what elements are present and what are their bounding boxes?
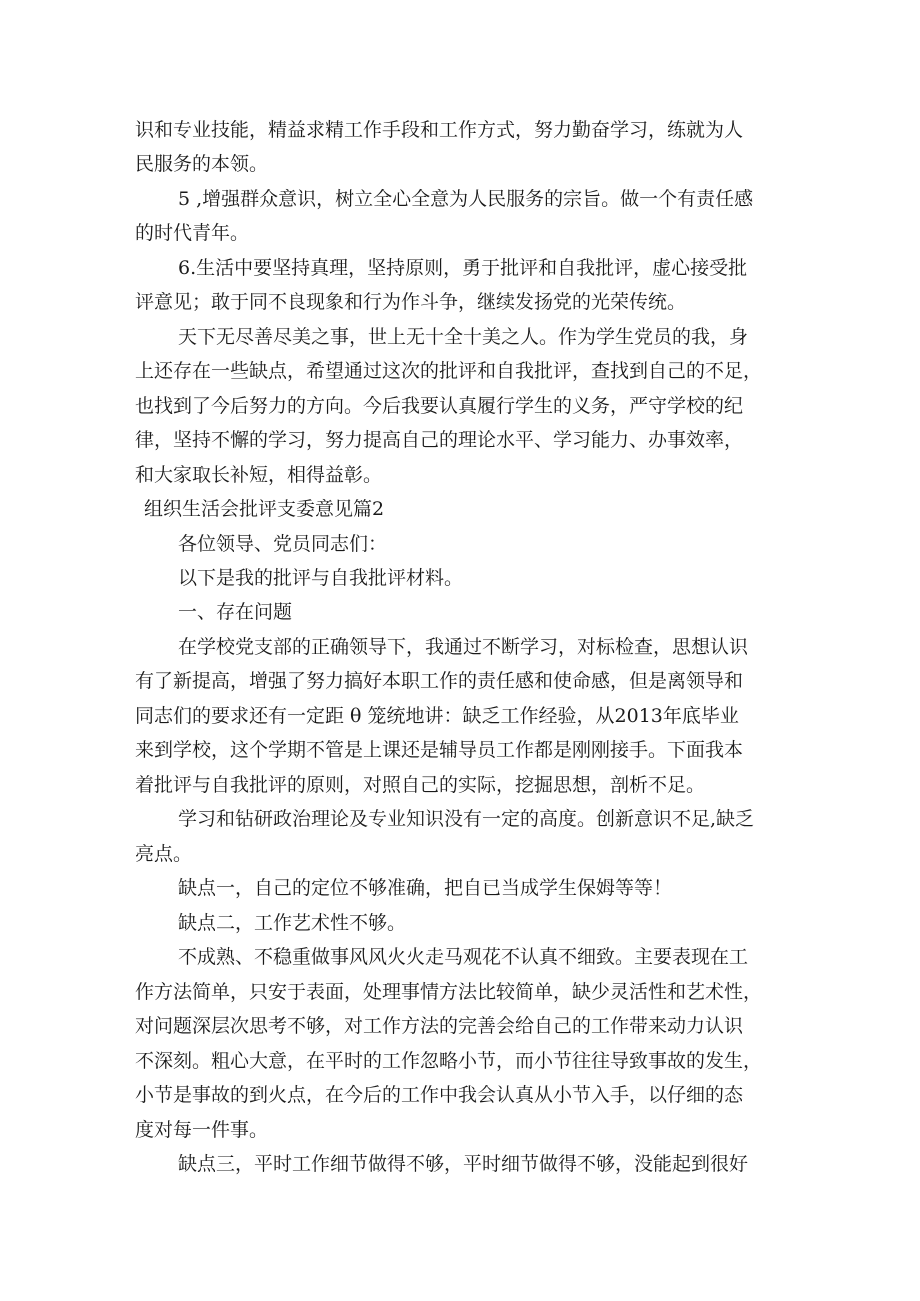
text-line: 6.生活中要坚持真理，坚持原则，勇于批评和自我批评，虚心接受批 <box>178 257 748 279</box>
text-line: 也找到了今后努力的方向。今后我要认真履行学生的义务，严守学校的纪 <box>135 395 744 417</box>
text-line: 的时代青年。 <box>135 222 250 244</box>
text-line: 缺点三，平时工作细节做得不够，平时细节做得不够，没能起到很好 <box>178 1153 749 1175</box>
text-line: 不深刻。粗心大意，在平时的工作忽略小节，而小节往往导致事故的发生， <box>135 1050 763 1072</box>
text-line: 以下是我的批评与自我批评材料。 <box>178 567 464 589</box>
salutation: 各位领导、党员同志们： <box>178 533 388 555</box>
text-line: 在学校党支部的正确领导下，我通过不断学习，对标检查，思想认识 <box>178 636 749 658</box>
text-line: 来到学校，这个学期不管是上课还是辅导员工作都是刚刚接手。下面我本 <box>135 739 744 761</box>
text-line: 同志们的要求还有一定距 θ 笼统地讲：缺乏工作经验，从2013年底毕业 <box>135 705 739 727</box>
section-heading: 组织生活会批评支委意见篇2 <box>144 498 385 520</box>
text-line: 识和专业技能，精益求精工作手段和工作方式，努力勤奋学习，练就为人 <box>135 119 744 141</box>
text-line: 5 ,增强群众意识，树立全心全意为人民服务的宗旨。做一个有责任感 <box>178 188 754 210</box>
text-line: 学习和钻研政治理论及专业知识没有一定的高度。创新意识不足,缺乏 <box>178 808 755 830</box>
text-line: 对问题深层次思考不够，对工作方法的完善会给自己的工作带来动力认识 <box>135 1015 744 1037</box>
text-line: 作方法简单，只安于表面，处理事情方法比较简单，缺少灵活性和艺术性， <box>135 981 763 1003</box>
text-line: 天下无尽善尽美之事，世上无十全十美之人。作为学生党员的我，身 <box>178 326 749 348</box>
text-line: 小节是事故的到火点，在今后的工作中我会认真从小节入手，以仔细的态 <box>135 1084 744 1106</box>
text-line: 亮点。 <box>135 843 193 865</box>
text-line: 评意见；敢于同不良现象和行为作斗争，继续发扬党的光荣传统。 <box>135 291 687 313</box>
text-line: 和大家取长补短，相得益彰。 <box>135 464 383 486</box>
text-line: 缺点一，自己的定位不够准确，把自已当成学生保姆等等！ <box>178 877 673 899</box>
text-line: 上还存在一些缺点，希望通过这次的批评和自我批评，查找到自己的不足， <box>135 360 763 382</box>
text-line: 民服务的本领。 <box>135 153 269 175</box>
text-line: 律，坚持不懈的学习，努力提高自己的理论水平、学习能力、办事效率， <box>135 429 744 451</box>
text-line: 度对每一件事。 <box>135 1119 269 1141</box>
text-line: 着批评与自我批评的原则，对照自己的实际，挖掘思想，剖析不足。 <box>135 774 706 796</box>
text-line: 缺点二，工作艺术性不够。 <box>178 912 407 934</box>
text-line: 不成熟、不稳重做事风风火火走马观花不认真不细致。主要表现在工 <box>178 946 749 968</box>
subsection-heading: 一、存在问题 <box>178 601 293 623</box>
text-line: 有了新提高，增强了努力搞好本职工作的责任感和使命感，但是离领导和 <box>135 670 744 692</box>
